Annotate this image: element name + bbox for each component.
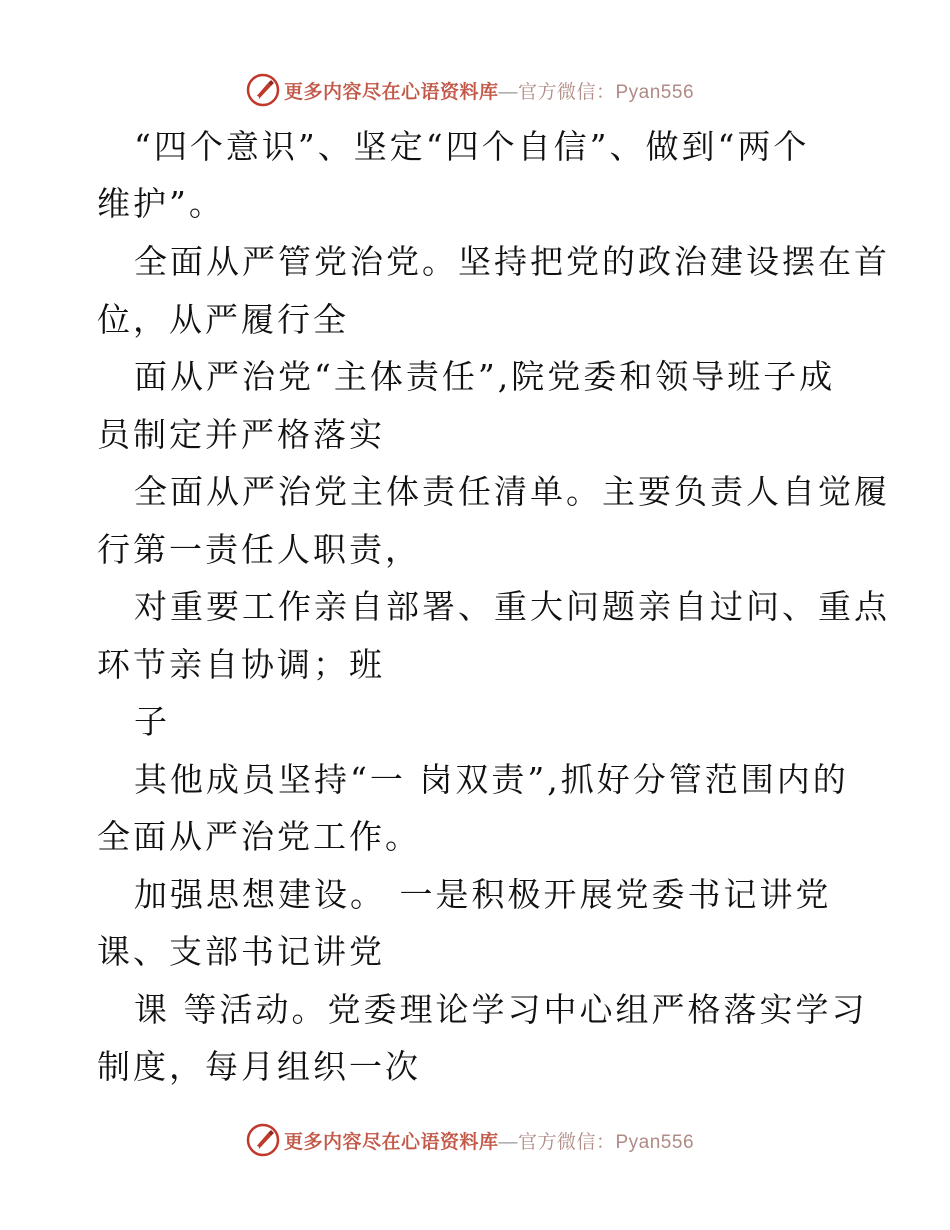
text-line: 员制定并严格落实 <box>97 415 385 454</box>
header-handle: Pyan556 <box>615 81 695 103</box>
footer-official-label: 官方微信： <box>517 1131 616 1153</box>
text-line: 课 等活动。党委理论学习中心组严格落实学习 <box>134 990 868 1029</box>
text-line: 全面从严治党工作。 <box>97 817 421 856</box>
footer-banner-inner <box>246 1123 694 1157</box>
footer-brand: 更多内容尽在心语资料库 <box>283 1131 499 1153</box>
text-line: 其他成员坚持“一 岗双责”,抓好分管范围内的 <box>134 760 849 799</box>
pen-logo-icon <box>246 1123 280 1157</box>
text-line: 全面从严治党主体责任清单。主要负责人自觉履 <box>134 472 890 511</box>
text-line: 行第一责任人职责， <box>97 530 421 569</box>
header-dash: — <box>498 81 518 103</box>
text-line: 对重要工作亲自部署、重大问题亲自过问、重点 <box>134 587 890 626</box>
text-line: 全面从严管党治党。坚持把党的政治建设摆在首 <box>134 242 890 281</box>
header-official-label: 官方微信： <box>517 81 616 103</box>
text-line: 环节亲自协调；班 <box>97 645 385 684</box>
text-line: 加强思想建设。 一是积极开展党委书记讲党 <box>134 875 832 914</box>
footer-dash: — <box>498 1131 518 1153</box>
text-line: 子 <box>134 702 170 741</box>
text-line: 制度，每月组织一次 <box>97 1047 421 1086</box>
header-brand: 更多内容尽在心语资料库 <box>283 81 499 103</box>
text-line: 课、支部书记讲党 <box>97 932 385 971</box>
text-line: 位，从严履行全 <box>97 300 349 339</box>
text-line: 面从严治党“主体责任”,院党委和领导班子成 <box>134 357 836 396</box>
footer-banner <box>0 1120 950 1160</box>
footer-handle: Pyan556 <box>615 1131 695 1153</box>
text-line: 维护”。 <box>97 184 225 223</box>
footer-banner-text <box>284 1127 694 1154</box>
text-line: “四个意识”、坚定“四个自信”、做到“两个 <box>134 127 810 166</box>
